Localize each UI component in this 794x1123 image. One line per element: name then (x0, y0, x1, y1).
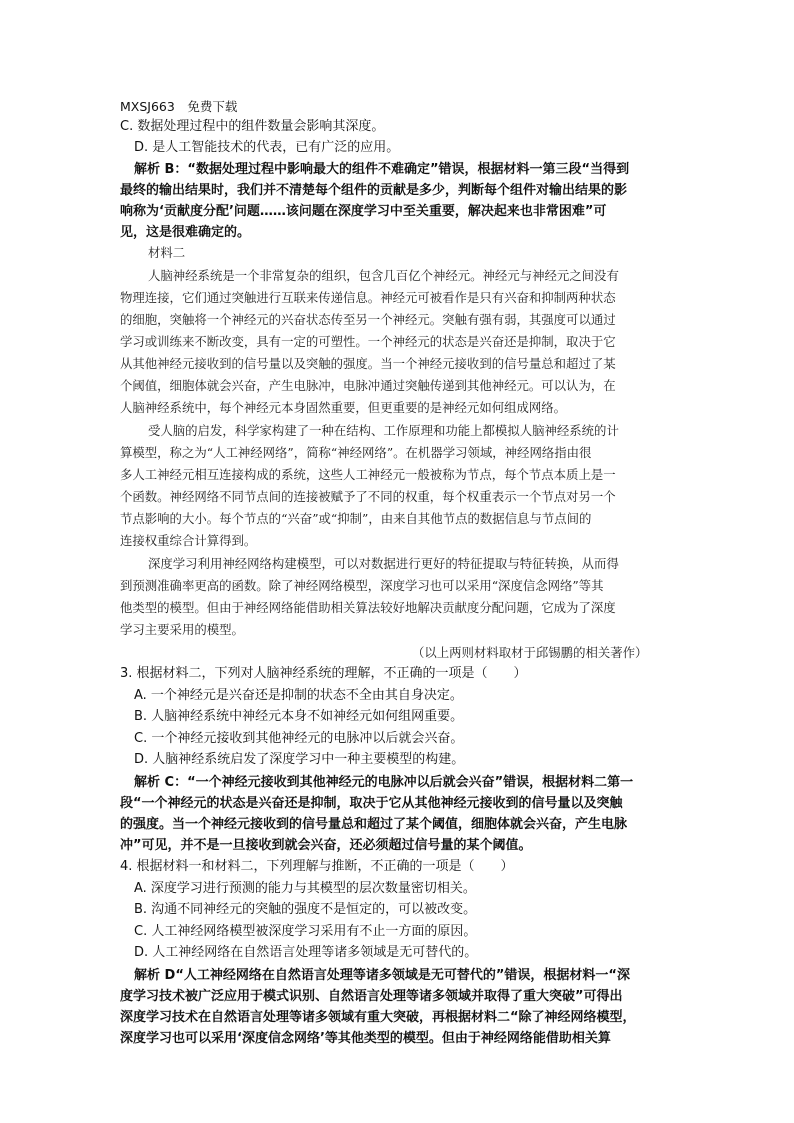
material2-p1-line: 个阈值，细胞体就会兴奋，产生电脉冲，电脉冲通过突触传递到其他神经元。可以认为，在 (120, 378, 616, 393)
material2-p1-line: 物理连接，它们通过突触进行互联来传递信息。神经元可被看作是只有兴奋和抑制两种状态 (120, 290, 616, 305)
q4-option: D. 人工神经网络在自然语言处理等诸多领域是无可替代的。 (134, 945, 478, 960)
material2-p2-line: 节点影响的大小。每个节点的“兴奋”或“抑制”，由来自其他节点的数据信息与节点间的 (120, 511, 592, 526)
q3-analysis-line: 解析 C：“一个神经元接收到其他神经元的电脉冲以后就会兴奋”错误，根据材料二第一 (134, 775, 634, 790)
q3-option: C. 一个神经元接收到其他神经元的电脉冲以后就会兴奋。 (134, 731, 464, 746)
q2-analysis-line: 见，这是很难确定的。 (120, 225, 251, 240)
material2-p2-line: 算模型，称之为“人工神经网络”，简称“神经网络”。在机器学习领域，神经网络指由很 (120, 445, 592, 460)
q3-analysis-line: 段“一个神经元的状态是兴奋还是抑制，取决于它从其他神经元接收到的信号量以及突触 (120, 796, 623, 811)
q3-option: A. 一个神经元是兴奋还是抑制的状态不全由其自身决定。 (134, 688, 463, 703)
q2-option-c: C. 数据处理过程中的组件数量会影响其深度。 (120, 119, 385, 134)
material2-p2-line: 多人工神经元相互连接构成的系统，这些人工神经元一般被称为节点，每个节点本质上是一 (120, 467, 616, 482)
material2-p2-line: 连接权重综合计算得到。 (120, 533, 257, 548)
material-source: （以上两则材料取材于邱锡鹏的相关著作） (412, 645, 648, 660)
q2-analysis-line: 响称为‘贡献度分配’问题……该问题在深度学习中至关重要，解决起来也非常困难”可 (120, 204, 607, 219)
q4-stem: 4. 根据材料一和材料二，下列理解与推断，不正确的一项是（ ） (120, 859, 514, 874)
page-header: MXSJ663 免费下载 (120, 99, 238, 114)
q4-analysis-line: 深度学习技术在自然语言处理等诸多领域有重大突破，再根据材料二“除了神经网络模型， (120, 1010, 636, 1025)
material2-p3-line: 学习主要采用的模型。 (120, 622, 244, 637)
material2-p1-line: 学习或训练来不断改变，具有一定的可塑性。一个神经元的状态是兴奋还是抑制，取决于它 (120, 334, 616, 349)
material2-p1-line: 人脑神经系统中，每个神经元本身固然重要，但更重要的是神经元如何组成网络。 (120, 400, 567, 415)
q2-analysis-line: 最终的输出结果时，我们并不清楚每个组件的贡献是多少，判断每个组件对输出结果的影 (120, 183, 628, 198)
q3-stem: 3. 根据材料二，下列对人脑神经系统的理解，不正确的一项是（ ） (120, 666, 527, 681)
q3-analysis-line: 的强度。当一个神经元接收到的信号量总和超过了某个阈值，细胞体就会兴奋，产生电脉 (120, 817, 628, 832)
q4-analysis-line: 深度学习也可以采用‘深度信念网络’等其他类型的模型。但由于神经网络能借助相关算 (120, 1031, 611, 1046)
q4-option: B. 沟通不同神经元的突触的强度不是恒定的，可以被改变。 (134, 902, 477, 917)
q3-analysis-line: 冲”可见，并不是一旦接收到就会兴奋，还必须超过信号量的某个阈值。 (120, 838, 532, 853)
material2-title: 材料二 (148, 245, 186, 260)
q4-analysis-line: 解析 D“人工神经网络在自然语言处理等诸多领域是无可替代的”错误，根据材料一“深 (134, 968, 630, 983)
material2-p2-line: 个函数。神经网络不同节点间的连接被赋予了不同的权重，每个权重表示一个节点对另一个 (120, 489, 616, 504)
material2-p2-line: 受人脑的启发，科学家构建了一种在结构、工作原理和功能上都模拟人脑神经系统的计 (148, 423, 619, 438)
q4-analysis-line: 度学习技术被广泛应用于模式识别、自然语言处理等诸多领域并取得了重大突破”可得出 (120, 989, 623, 1004)
material2-p1-line: 从其他神经元接收到的信号量以及突触的强度。当一个神经元接收到的信号量总和超过了某 (120, 356, 616, 371)
q4-option: A. 深度学习进行预测的能力与其模型的层次数量密切相关。 (134, 881, 476, 896)
material2-p3-line: 他类型的模型。但由于神经网络能借助相关算法较好地解决贡献度分配问题，它成为了深度 (120, 600, 616, 615)
material2-p3-line: 深度学习利用神经网络构建模型，可以对数据进行更好的特征提取与特征转换，从而得 (148, 556, 619, 571)
q2-option-d: D. 是人工智能技术的代表，已有广泛的应用。 (134, 140, 400, 155)
q3-option: B. 人脑神经系统中神经元本身不如神经元如何组网重要。 (134, 709, 464, 724)
q4-option: C. 人工神经网络模型被深度学习采用有不止一方面的原因。 (134, 924, 477, 939)
q3-option: D. 人脑神经系统启发了深度学习中一种主要模型的构建。 (134, 752, 465, 767)
material2-p3-line: 到预测准确率更高的函数。除了神经网络模型，深度学习也可以采用“深度信念网络”等其 (120, 578, 604, 593)
q2-analysis-line: 解析 B：“数据处理过程中影响最大的组件不难确定”错误，根据材料一第三段“当得到 (134, 162, 630, 177)
material2-p1-line: 的细胞，突触将一个神经元的兴奋状态传至另一个神经元。突触有强有弱，其强度可以通过 (120, 312, 616, 327)
material2-p1-line: 人脑神经系统是一个非常复杂的组织，包含几百亿个神经元。神经元与神经元之间没有 (148, 268, 619, 283)
